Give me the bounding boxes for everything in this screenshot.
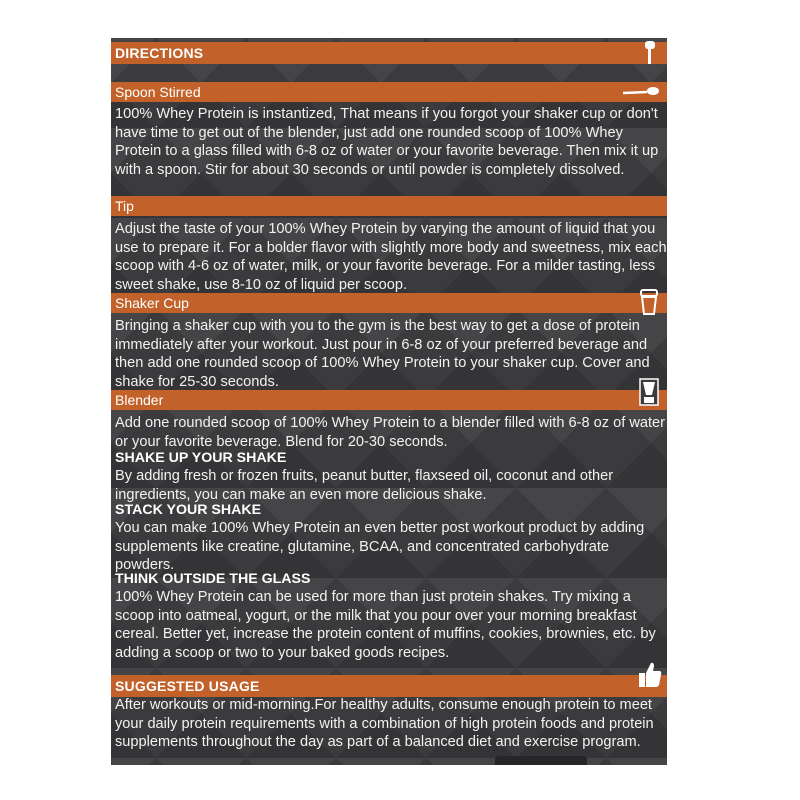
think-outside-body: 100% Whey Protein can be used for more than just protein shakes. Try mixing a scoop into oatmeal, yogurt, or the milk that you pour over your morning breakfast cereal. Better yet, increase the protein content of muffins, cookies, brownies, etc. by adding a scoop or two to your baked goods recipes. [115, 589, 656, 661]
mixing-icon [637, 38, 661, 64]
stack-heading: STACK YOUR SHAKE [115, 502, 262, 518]
stack-body: You can make 100% Whey Protein an even better post workout product by adding supplements like creatine, glutamine, BCAA, and concentrated carbohydrate powders. [115, 520, 645, 574]
shaker-cup-body: Bringing a shaker cup with you to the gym is the best way to get a dose of protein immediately after your workout. Just pour in 6-8 oz of your preferred beverage and then add one rounded scoop of 100% Whey Protein to your shaker cup. Cover and shake for 25-30 seconds. [115, 318, 650, 390]
directions-panel [111, 38, 667, 765]
thumbs-up-icon [637, 660, 663, 690]
think-outside-heading: THINK OUTSIDE THE GLASS [115, 571, 311, 587]
bottom-decoration [495, 756, 587, 765]
directions-title: DIRECTIONS [115, 45, 204, 61]
tip-body: Adjust the taste of your 100% Whey Protein by varying the amount of liquid that you use to prepare it. For a bolder flavor with slightly more body and sweetness, mix each scoop with 4-6 oz of water, milk, or your favorite beverage. For a milder tasting, less sweet shake, use 8-10 oz of liquid per scoop. [115, 221, 667, 293]
spoon-icon [621, 84, 661, 100]
section-bar-tip [111, 196, 667, 216]
section-title-shaker-cup: Shaker Cup [115, 295, 189, 311]
blender-body: Add one rounded scoop of 100% Whey Protein to a blender filled with 6-8 oz of water or your favorite beverage. Blend for 20-30 seconds. [115, 415, 666, 450]
suggested-usage-title: SUGGESTED USAGE [115, 678, 260, 694]
shaker-cup-icon [637, 288, 661, 316]
section-title-spoon-stirred: Spoon Stirred [115, 84, 201, 100]
section-title-tip: Tip [115, 198, 134, 214]
section-bar-shaker-cup [111, 293, 667, 313]
section-title-blender: Blender [115, 392, 164, 408]
suggested-usage-body: After workouts or mid-morning.For healthy adults, consume enough protein to meet your daily protein requirements with a combination of high protein foods and protein supplements throughout the day as part of a balanced diet and exercise program. [115, 697, 654, 751]
section-bar-spoon-stirred [111, 82, 667, 102]
suggested-usage-header [111, 675, 667, 697]
spoon-stirred-body: 100% Whey Protein is instantized, That means if you forgot your shaker cup or don't have time to get out of the blender, just add one rounded scoop of 100% Whey Protein to a glass filled with 6-8 oz of water or your favorite beverage. Then mix it up with a spoon. Stir for about 30 seconds or until powder is completely dissolved. [115, 106, 659, 178]
shake-up-heading: SHAKE UP YOUR SHAKE [115, 450, 287, 466]
blender-icon [637, 377, 661, 407]
directions-header [111, 42, 667, 64]
section-bar-blender [111, 390, 667, 410]
shake-up-body: By adding fresh or frozen fruits, peanut butter, flaxseed oil, coconut and other ingredients, you can make an even more delicious shake. [115, 468, 614, 503]
